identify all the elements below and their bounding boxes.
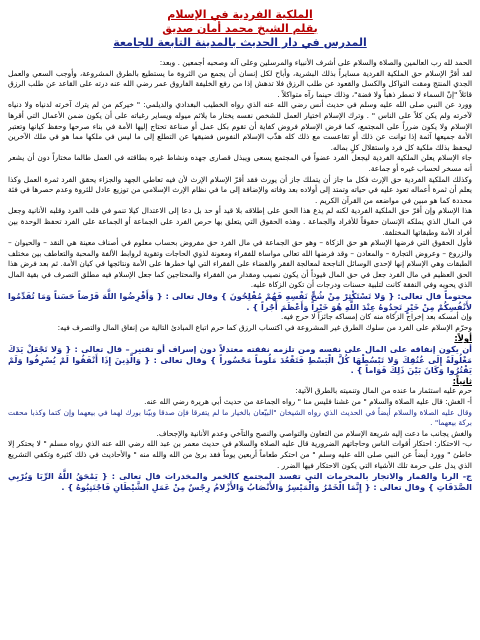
document-author: بقلم الشيخ محمد أمان صديق bbox=[162, 22, 318, 35]
author-affiliation: المدرس في دار الحديث بالمدينة التابعة للجامعة bbox=[113, 36, 367, 49]
opening-paragraph: الحمد لله رب العالمين والصلاة والسلام على أشرف الأنبياء والمرسلين وعلى آله وصحبه أجمعين . وبعد: bbox=[159, 58, 472, 67]
paragraph-hadith-sale: وقال عليه الصلاة والسلام أيضاً في الحديث الذي رواه الشيخان "البيّعان بالخيار ما لم يتفرقا فإن صدقا وبيّنا بورك لهما في بيعهما وإن كتما وكذبا محقت بركة بيعهما" . bbox=[8, 407, 472, 428]
paragraph-forbidden-ways: وحرّم الإسلام على الفرد من سلوك الطرق غير المشروعة في اكتساب الرزق كما حرم اتباع المبادئ التالية من إنفاق المال والتصرف فيه: bbox=[57, 322, 472, 332]
document-header bbox=[8, 8, 472, 50]
paragraph-moderation: هذا الإسلام وإن أقرّ حق الملكية الفردية لكنه لم يدع هذا الحق على إطلاقه بلا قيد أو حد بل دعا إلى الاعتدال كيلا تنمو في قلب الفرد وقلبه الأنانية وجعل في المال الذي يملكه الإنسان حقوقاً للأفراد والجماعة . وهذه الحقوق التي يتعلق بها حرص الفرد على الجماعة أو الجماعة على الفرد تحفظ الوحدة بين أفراد الأمة وطبقاتها المختلفة. bbox=[8, 206, 472, 237]
paragraph-usury: ج- الربا والقمار والاتجار بالمحرمات التي تفسد المجتمع كالخمر والمخدرات قال تعالى : { يَمْحَقُ اللَّهُ الرِّبَا وَيُرْبِي الصَّدَقَاتِ } وقال تعالى : { إِنَّمَا الْخَمْرُ وَالْمَيْسِرُ وَالأَنْصَابُ وَالأَزْلامُ رِجْسٌ مِنْ عَمَلِ الشَّيْطَانِ فَاجْتَنِبُوهُ } . bbox=[8, 471, 472, 492]
document-page bbox=[8, 8, 472, 632]
paragraph-private-ownership: لقد أقرَّ الإسلام حق الملكية الفردية مسايراً بذلك البشرية، وأباح لكل إنسان أن يجمع من الثروة ما يستطيع بالطرق المشروعة، وأوجب السعي والعمل الجدي المنتج ومقت التواكل والكسل والقعود عن طلب الرزق فلا تدهش إذا من رفع الخليفة الفاروق عمر رضي الله عنه درته على القاعد عن طلب الرزق قائلاً "إنّ السماء لا تمطر ذهباً ولا فضة"، وذلك حينما رآه متواكلاً . bbox=[8, 68, 472, 99]
document-title: الملكية الفردية في الإسلام bbox=[167, 8, 313, 21]
paragraph-zakat: فأول الحقوق التي فرضها الإسلام هو حق الزكاة – وهو حق الجماعة في مال الفرد حق مفروض بحساب معلوم في أصناف معينة هي النقد – والحيوان – والزروع – وعروض التجارة – والمعادن – وقد فرضها الله تعالى مواساة للفقراء ومعونة لذوي الحاجات وتقوية لروابط الألفة والمحبة والتعاطف بين مختلف الطبقات وهي الإسلام إنها لإحدى الوسائل الناجحة لمعالجة الفقر والقضاء على الفقراء التي لها خطرها على الأمة ونتائجها في كيان الأمة. ثم بعد فرض هذا الحق العظيم في مال الفرد جعل في حق المال قيوداً أن يكون نصيب ومقدار من الفقراء والمحتاجين كما جعل الإسلام فيه مطلق التصرف في بقية المال الذي يحويه وفي النفقة كانت لتلبية حسنات ودرجات أن تكون الزكاة عليه. bbox=[8, 238, 472, 290]
paragraph-monopoly: ب- الاحتكار: احتكار أقوات الناس وحاجاتهم الضرورية قال عليه الصلاة والسلام في حديث معمر بن عبد الله رضي الله عنه الذي رواه مسلم " لا يحتكر إلا خاطئ " وورد أيضاً عن النبي صلى الله عليه وسلم " من احتكر طعاماً أربعين يوماً فقد برئ من الله والله منه " والأحاديث في ذلك كثيرة وتكفي التشريع الذي يدل على حرمة تلك الأشياء التي يكون الاحتكار فيها الضرر . bbox=[8, 439, 472, 470]
paragraph-individual-work: جاء الإسلام يعلن الملكية الفردية ليجعل الفرد عضواً في المجتمع يسعى ويبذل قصارى جهده ونشاط غيره بطاقته في العمل طالما مختاراً دون أن يشعر أنه مسخر لحساب غيره أو جماعة. bbox=[8, 153, 472, 173]
paragraph-moderate-spending: أن يكون إنفاقه على المال على نفسه ومن تلزمه نفقته معتدلاً دون إسراف أو تقتير – قال تعالى : { وَلا تَجْعَلْ يَدَكَ مَغْلُولَةً إِلَى عُنُقِكَ وَلا تَبْسُطْهَا كُلَّ الْبَسْطِ فَتَقْعُدَ مَلُوماً مَحْسُوراً } وقال تعالى : { وَالَّذِينَ إِذَا أَنْفَقُوا لَمْ يُسْرِفُوا وَلَمْ يَقْتُرُوا وَكَانَ بَيْنَ ذَلِكَ قَوَاماً } . bbox=[8, 344, 472, 376]
verse-charity: محتوماً قال تعالى: { وَلا تَسْتَكْثِرْ مِنْ شُحٍّ نَفْسِهِ فَهُمْ مُفْلِحُونَ } وقال تعالى : { وَأَقْرِضُوا اللَّهَ قَرْضاً حَسَناً وَمَا تُقَدِّمُوا لأَنْفُسِكُمْ مِنْ خَيْرٍ تَجِدُوهُ عِنْدَ اللَّهِ هُوَ خَيْراً وَأَعْظَمَ أَجْراً } . bbox=[8, 291, 472, 312]
paragraph-fraud-effect: والغش يجانب ما دعت إليه شريعة الإسلام من التعاون والتواصي والنصح والتآخي وعدم الأنانية والإجحاف. bbox=[156, 428, 472, 438]
document-body bbox=[8, 58, 472, 492]
heading-first: أولاً: bbox=[454, 333, 472, 344]
heading-second: ثانياً: bbox=[452, 375, 472, 386]
paragraph-after-zakat: وإن أمسكه بعد إخراج الزكاة منه كان إمساكه جائزاً لا حرج فيه. bbox=[281, 312, 472, 322]
paragraph-fraud: أ- الغش: قال عليه الصلاة والسلام " من غشنا فليس منا " رواه الجماعة من حديث أبي هريرة رضي الله عنه. bbox=[144, 397, 472, 406]
paragraph-hadith-anas: وورد عن النبي صلى الله عليه وسلم في حديث أنس رضي الله عنه الذي رواه الخطيب البغدادي والديلمي: " خيركم من لم يترك آخرته لدنياه ولا دنياه لآخرته ولم يكن كلاً على الناس " . وترك الإسلام اختيار العمل للشخص نفسه يختار ما يلائم ميوله ويساير رغباته على أن يكون ضمن الأعمال التي أقرها الإسلام ولا يكون ضرراً على المجتمع، كما فرض الإسلام فروض كفاية أن تقوم بكل عمل أو صناعة تحتاج إليها الأمة في بناء صرحها وحفظ كيانها وتعتبر الأمة جميعها آثمة إذا توانت عن ذلك أو تقاعست مع ذلك كله هذّب الإسلام النفوس فضيقها عن التطلع إلى ما ليس في ملكها مما هو في ملك الآخرين ليحفظ بذلك ملكية كل فرد واستقلال كلٍ بماله. bbox=[8, 100, 472, 152]
paragraph-inheritance: وكذلك الملكية الفردية حق الإرث فكل ما جاز أن يتملك جاز أن يورث فقد أقرّ الإسلام الإرث لأن فيه تعاطي الجهد والجزاء يحقق الفرد ثمرة العمل وكذا يعلم أن ثمرة أعماله تعود عليه في حياته وتمتد إلى أولاده بعد وفاته والإضافة إلى ما في نظام الإرث الإسلامي من توزيع عادل للثروة وعدم حصرها في فئة محددة كما هو مبين في مواضعه من القرآن الكريم . bbox=[8, 174, 472, 205]
paragraph-investment-ways: حرم عليه استثمار ما عنده من المال وتنميته بالطرق الآتية: bbox=[295, 386, 472, 396]
